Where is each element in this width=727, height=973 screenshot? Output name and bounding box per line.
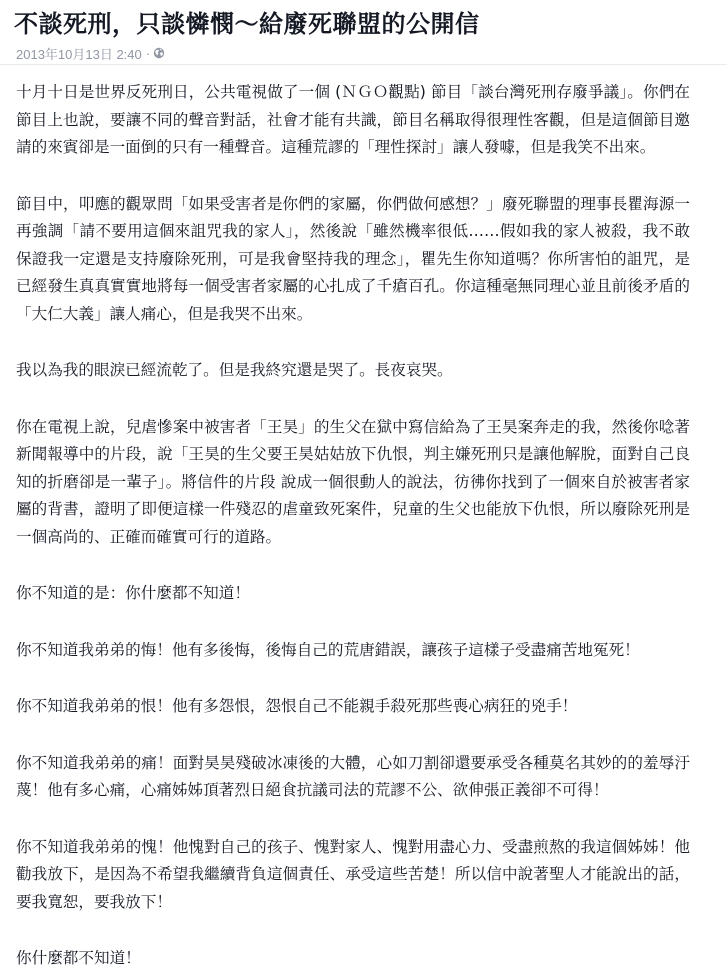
meta-separator: · — [145, 45, 151, 61]
note-paragraph-1: 十月十日是世界反死刑日，公共電視做了一個 (ＮＧＯ觀點) 節目「談台灣死刑存廢爭議」。你們在節目上也說，要讓不同的聲音對話，社會才能有共識，節目名稱取得很理性客觀，但是這個節目邀請的來賓卻是一面倒的只有一種聲音。這種荒謬的「理性探討」讓人發噱，但是我笑不出來。 — [16, 83, 690, 156]
note-title: 不談死刑，只談憐憫～給廢死聯盟的公開信 — [14, 10, 480, 38]
note-paragraph-2: 節目中，叩應的觀眾問「如果受害者是你們的家屬，你們做何感想？」廢死聯盟的理事長瞿海源一再強調「請不要用這個來詛咒我的家人」，然後說「雖然機率很低……假如我的家人被殺，我不敢保證我一定還是支持廢除死刑，可是我會堅持我的理念」，瞿先生你知道嗎？你所害怕的詛咒，是已經發生真真實實地將每一個受害者家屬的心扎成了千瘡百孔。你這種毫無同理心並且前後矛盾的「大仁大義」讓人痛心，但是我哭不出來。 — [16, 194, 690, 323]
note-paragraph-9: 你不知道我弟弟的愧！他愧對自己的孩子、愧對家人、愧對用盡心力、受盡煎熬的我這個姊姊！他勸我放下，是因為不希望我繼續背負這個責任、承受這些苦楚！所以信中說著聖人才能說出的話，要我寬恕，要我放下！ — [16, 837, 690, 911]
globe-icon[interactable] — [153, 47, 165, 59]
note-body — [0, 65, 690, 973]
note-timestamp[interactable]: 2013年10月13日 2:40 — [16, 46, 142, 62]
note-paragraph-4: 你在電視上說，兒虐慘案中被害者「王昊」的生父在獄中寫信給為了王昊案奔走的我，然後你唸著新聞報導中的片段，說「王昊的生父要王昊姑姑放下仇恨，判主嫌死刑只是讓他解脫，面對自己良知的折磨卻是一輩子」。將信件的片段 說成一個很動人的說法，彷彿你找到了一個來自於被害者家屬的背書，證明了即便這樣一件殘忍的虐童致死案件，兒童的生父也能放下仇恨，所以廢除死刑是一個高尚的、正確而確實可行的道路。 — [16, 417, 690, 546]
note-meta — [0, 42, 727, 65]
note-paragraph-3: 我以為我的眼淚已經流乾了。但是我終究還是哭了。長夜哀哭。 — [16, 361, 453, 379]
note-paragraph-8: 你不知道我弟弟的痛！面對昊昊殘破冰凍後的大體，心如刀割卻還要承受各種莫名其妙的的羞辱汙蔑！他有多心痛，心痛姊姊頂著烈日絕食抗議司法的荒謬不公、欲伸張正義卻不可得！ — [16, 753, 690, 799]
note-paragraph-5: 你不知道的是：你什麼都不知道！ — [16, 584, 250, 602]
note-paragraph-6: 你不知道我弟弟的悔！他有多後悔，後悔自己的荒唐錯誤，讓孩子這樣子受盡痛苦地冤死！ — [16, 640, 640, 659]
note-paragraph-10: 你什麼都不知道！ — [16, 949, 141, 967]
note-paragraph-7: 你不知道我弟弟的恨！他有多怨恨，怨恨自己不能親手殺死那些喪心病狂的兇手！ — [16, 697, 578, 715]
